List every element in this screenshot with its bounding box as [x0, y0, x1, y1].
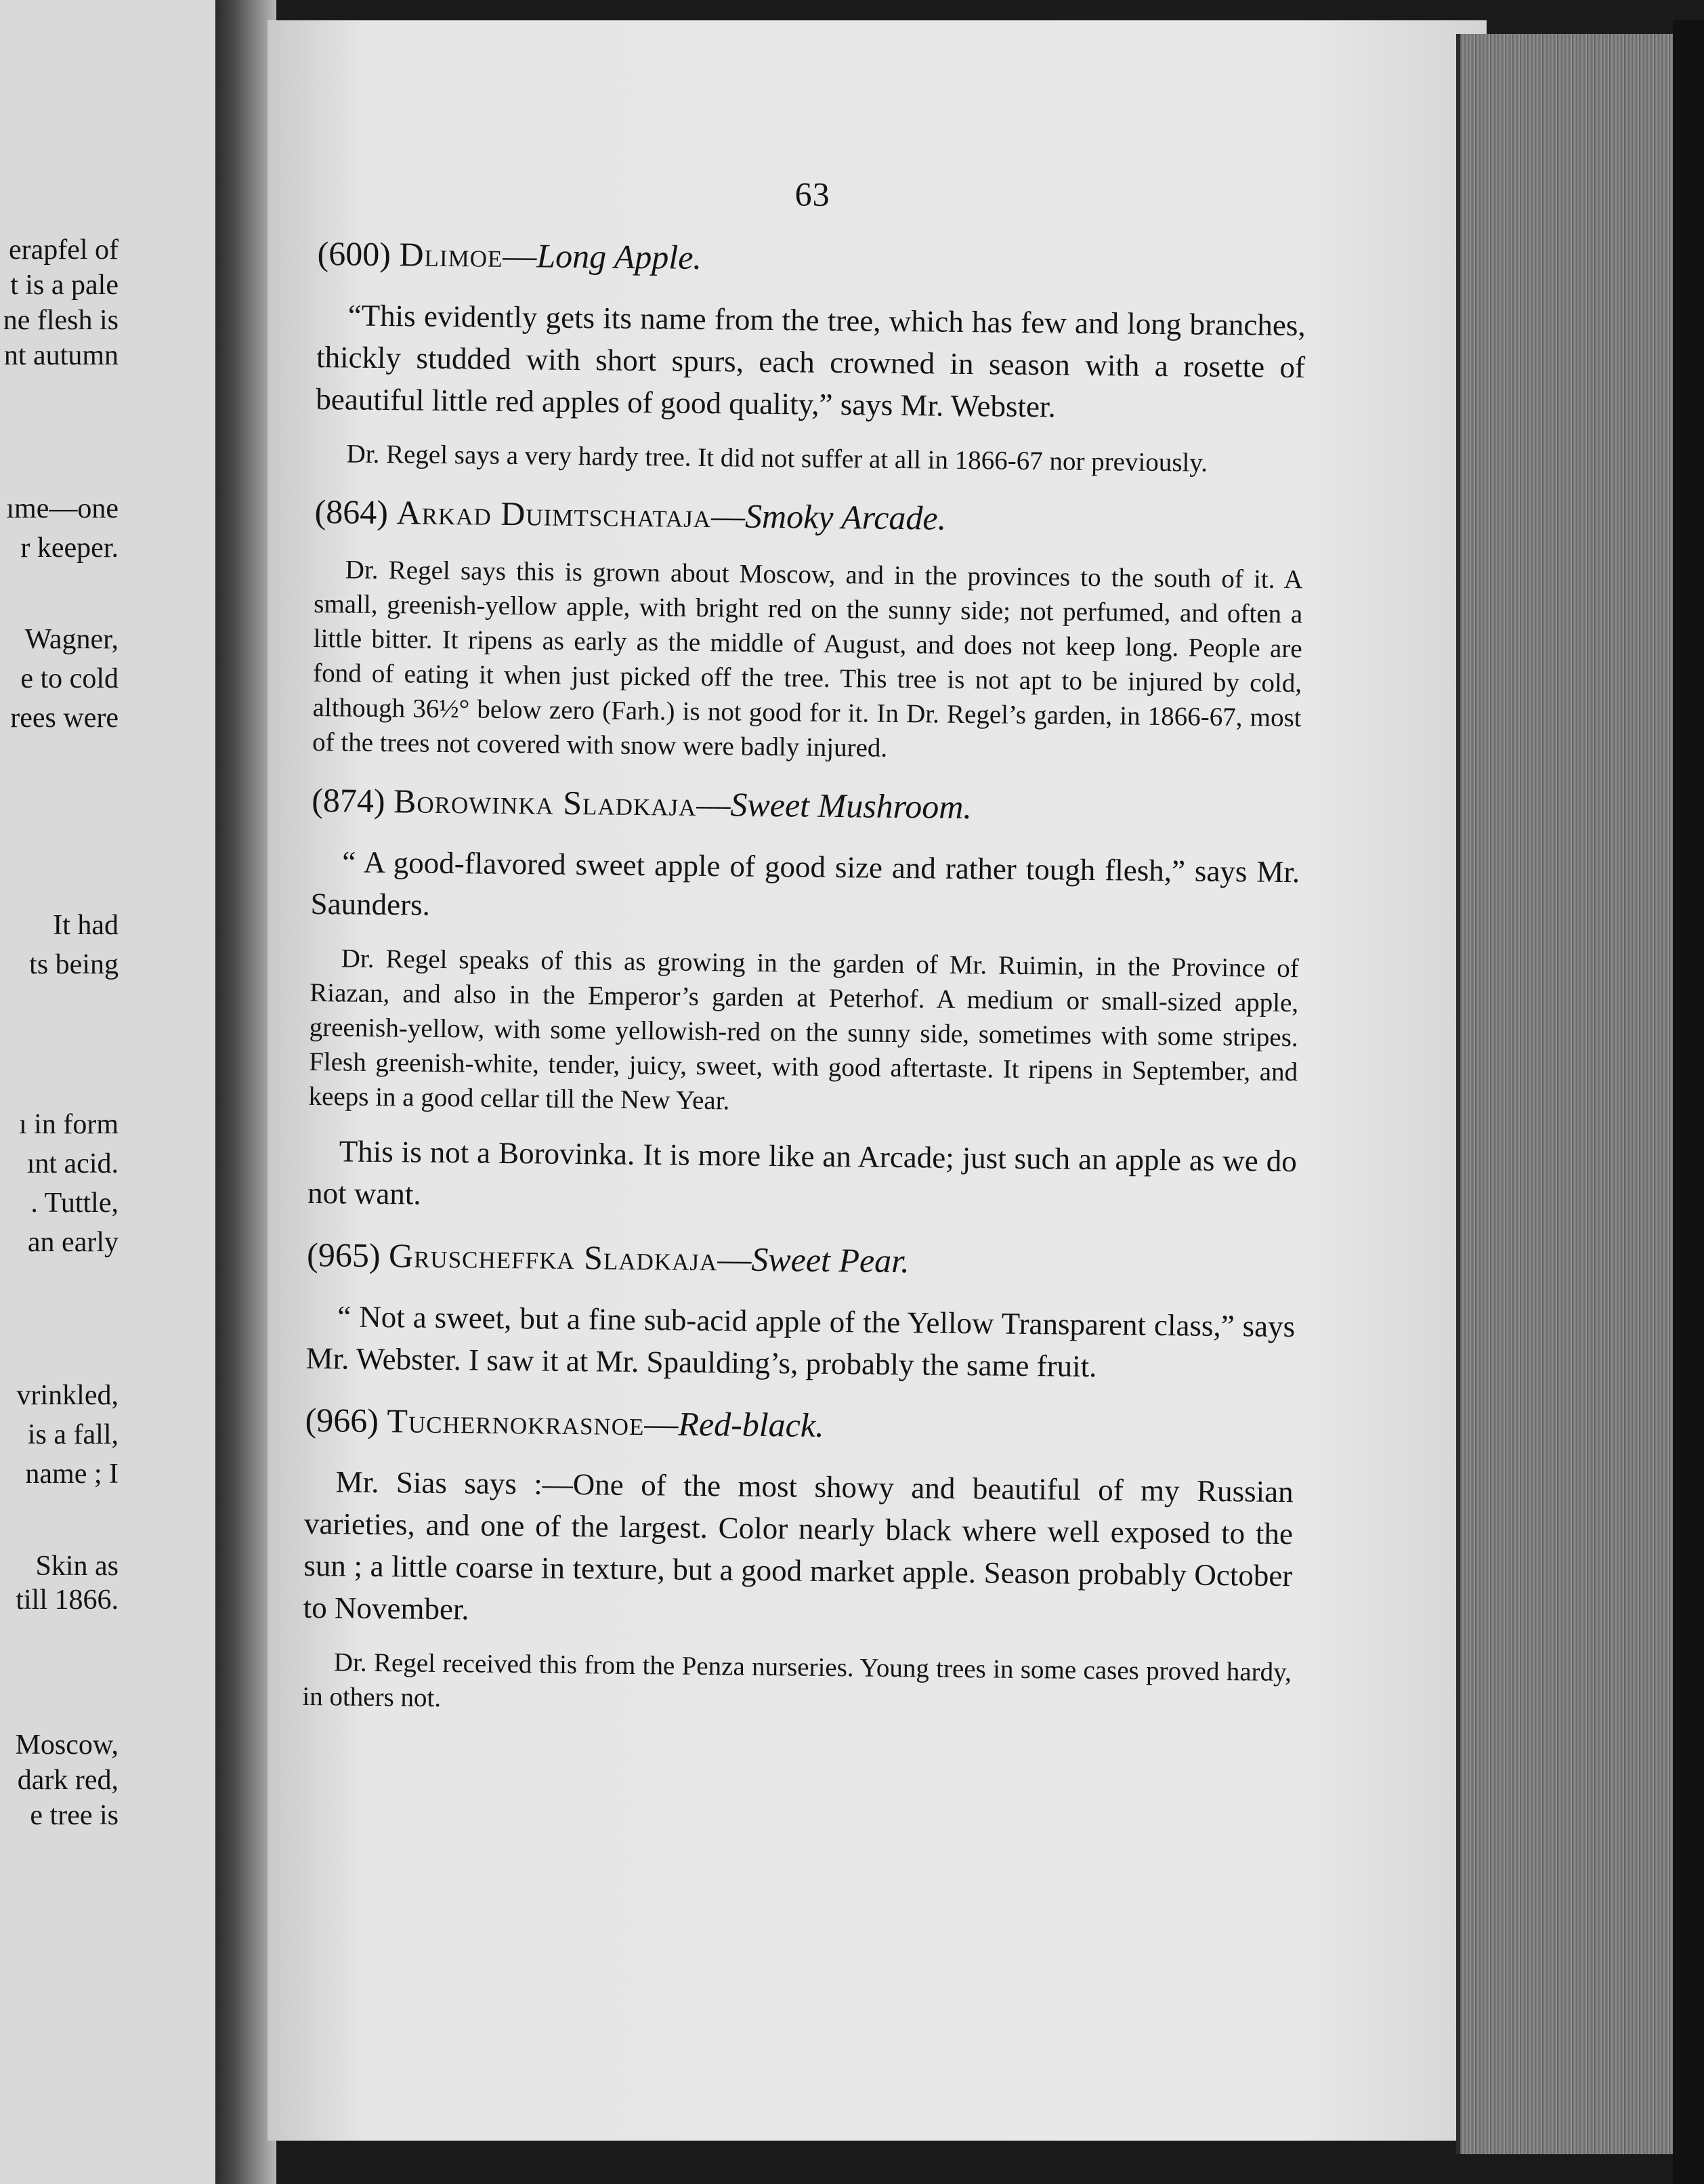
- left-page-line: ne flesh is: [3, 305, 119, 336]
- variety-name: Arkad Duimtschataja: [396, 493, 712, 535]
- heading-dash: —: [503, 236, 537, 275]
- variety-translation: Red-black.: [678, 1404, 824, 1444]
- variety-paragraph: Mr. Sias says :—One of the most showy and beautiful of my Russian varieties, and one of the largest. Color nearly black where well exposed to the sun ; a little coarse in texture, but a good market apple. Season probably October to November.: [303, 1465, 1294, 1626]
- variety-paragraph: Dr. Regel says a very hardy tree. It did not suffer at all in 1866-67 nor previously.: [346, 439, 1208, 478]
- variety-name: Borowinka Sladkaja: [393, 782, 697, 823]
- variety-translation: Long Apple.: [536, 236, 702, 276]
- variety-heading: [307, 1234, 1296, 1285]
- variety-number: (966): [305, 1400, 387, 1440]
- variety-number: (874): [311, 780, 394, 820]
- variety-name: Gruscheffka Sladkaja: [388, 1236, 718, 1278]
- variety-translation: Sweet Pear.: [751, 1240, 910, 1280]
- left-page-line: . Tuttle,: [30, 1188, 119, 1219]
- left-page-line: ıme—one: [6, 493, 119, 524]
- variety-paragraph: “This evidently gets its name from the tree, which has few and long branches, thickly studded with short spurs, each crowned in season with a rosette of beautiful little red apples of good quality,” says Mr. Webster.: [316, 298, 1306, 424]
- variety-paragraph: Dr. Regel says this is grown about Moscow, and in the provinces to the south of it. A small, greenish-yellow apple, with bright red on the sunny side; not perfumed, and often a little bitter. It ripens as early as the middle of August, and does not keep long. People are fond of eating it when just picked off the tree. This tree is not apt to be injured by cold, although 36½° below zero (Farh.) is not good for it. In Dr. Regel’s garden, in 1866-67, most of the trees not covered with snow were badly injured.: [312, 555, 1303, 763]
- left-page-line: Wagner,: [24, 624, 119, 655]
- left-page-line: rees were: [10, 702, 119, 734]
- variety-number: (864): [314, 492, 397, 532]
- left-page-line: till 1866.: [16, 1584, 119, 1616]
- variety-entry: [305, 1234, 1296, 1389]
- left-page-line: ınt acid.: [26, 1148, 119, 1179]
- left-page-line: e tree is: [30, 1800, 119, 1831]
- heading-dash: —: [696, 784, 731, 824]
- left-page-line: an early: [27, 1227, 119, 1258]
- left-page-line: is a fall,: [27, 1419, 119, 1450]
- variety-paragraph: “ Not a sweet, but a fine sub-acid apple of the Yellow Transparent class,” says Mr. Webster. I saw it at Mr. Spaulding’s, probably the same fruit.: [305, 1299, 1296, 1384]
- variety-heading: [314, 491, 1304, 542]
- page-number: 63: [794, 175, 830, 213]
- left-page-line: name ; I: [25, 1458, 119, 1490]
- variety-entry: [315, 233, 1306, 481]
- left-page-line: dark red,: [17, 1765, 119, 1796]
- left-page-line: It had: [53, 910, 119, 941]
- variety-entry: [302, 1400, 1294, 1724]
- page-block-edge: [1456, 34, 1677, 2154]
- left-page-line: Moscow,: [15, 1729, 119, 1761]
- variety-entry: [307, 780, 1301, 1224]
- variety-number: (600): [317, 234, 400, 274]
- heading-dash: —: [644, 1404, 679, 1443]
- variety-name: Dlimoe: [399, 235, 503, 274]
- variety-paragraph: Dr. Regel received this from the Penza nurseries. Young trees in some cases proved hardy, in others not.: [302, 1647, 1292, 1713]
- previous-page-fragment: [0, 0, 230, 2184]
- variety-entry: [312, 491, 1304, 770]
- variety-heading: [305, 1400, 1294, 1450]
- left-page-line: erapfel of: [8, 234, 119, 266]
- variety-translation: Sweet Mushroom.: [730, 785, 973, 826]
- left-page-line: e to cold: [20, 663, 119, 694]
- left-page-line: vrinkled,: [16, 1380, 119, 1411]
- entries-list: [302, 233, 1306, 1724]
- left-page-line: Skin as: [35, 1551, 119, 1582]
- variety-paragraph: Dr. Regel speaks of this as growing in the garden of Mr. Ruimin, in the Province of Riazan, and also in the Emperor’s garden at Peterhof. A medium or small-sized apple, greenish-yellow, with some yellowish-red on the sunny side, sometimes with some stripes. Flesh greenish-white, tender, juicy, sweet, with good aftertaste. It ripens in September, and keeps in a good cellar till the New Year.: [308, 944, 1299, 1116]
- variety-translation: Smoky Arcade.: [744, 497, 947, 537]
- heading-dash: —: [717, 1240, 752, 1278]
- heading-dash: —: [710, 497, 746, 535]
- variety-heading: [317, 233, 1306, 284]
- variety-heading: [312, 780, 1301, 831]
- variety-number: (965): [306, 1235, 389, 1275]
- left-page-line: t is a pale: [10, 270, 119, 301]
- variety-name: Tuchernokrasnoe: [387, 1402, 645, 1443]
- variety-paragraph: “ A good-flavored sweet apple of good size and rather tough flesh,” says Mr. Saunders.: [310, 845, 1300, 922]
- book-cover-edge: [1673, 20, 1704, 2184]
- left-page-line: nt autumn: [3, 340, 119, 371]
- page-text: [302, 169, 1307, 1744]
- left-page-line: r keeper.: [20, 532, 119, 564]
- variety-paragraph: This is not a Borovinka. It is more like an Arcade; just such an apple as we do not want.: [307, 1134, 1298, 1211]
- left-page-line: ts being: [29, 949, 119, 980]
- left-page-line: ı in form: [19, 1109, 119, 1140]
